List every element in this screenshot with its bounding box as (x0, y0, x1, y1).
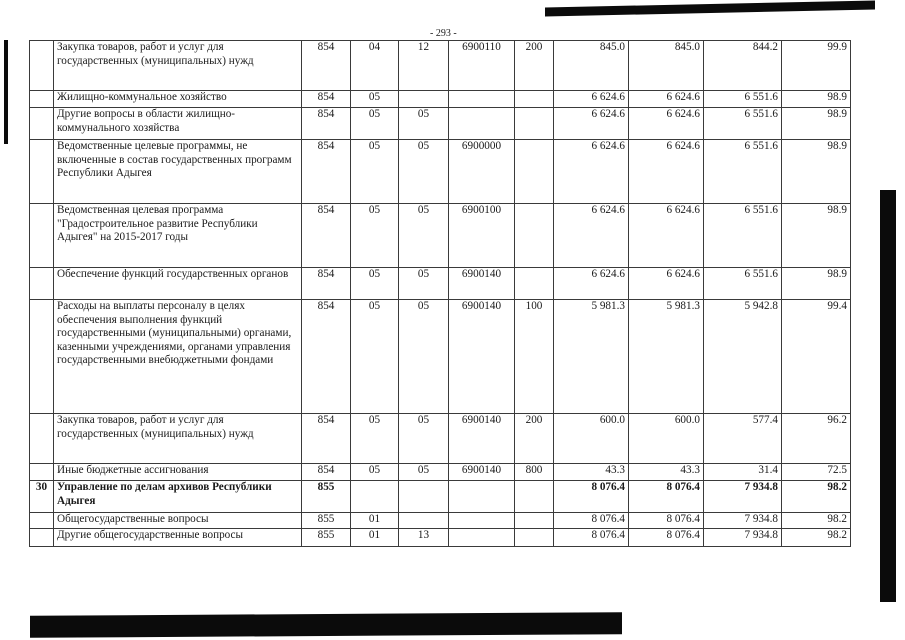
ved-code: 854 (302, 41, 351, 91)
ved-code: 854 (302, 300, 351, 414)
refined-amount: 845.0 (629, 41, 704, 91)
section-code: 05 (351, 140, 399, 204)
table-row (30, 513, 851, 529)
refined-amount: 6 624.6 (629, 91, 704, 108)
budget-table (29, 40, 851, 547)
row-name: Иные бюджетные ассигнования (54, 464, 302, 481)
table-row (30, 464, 851, 481)
row-index (30, 529, 54, 547)
expense-type-code: 200 (515, 414, 554, 464)
table-row (30, 300, 851, 414)
execution-percent: 99.9 (782, 41, 851, 91)
target-item-code: 6900140 (449, 464, 515, 481)
section-code: 05 (351, 91, 399, 108)
row-index (30, 513, 54, 529)
executed-amount: 6 551.6 (704, 108, 782, 140)
expense-type-code: 200 (515, 41, 554, 91)
expense-type-code (515, 481, 554, 513)
subsection-code: 05 (399, 204, 449, 268)
target-item-code: 6900140 (449, 414, 515, 464)
section-code: 05 (351, 108, 399, 140)
approved-amount: 845.0 (554, 41, 629, 91)
scan-edge-right (880, 190, 896, 602)
target-item-code (449, 513, 515, 529)
row-index: 30 (30, 481, 54, 513)
target-item-code: 6900140 (449, 300, 515, 414)
executed-amount: 6 551.6 (704, 91, 782, 108)
executed-amount: 31.4 (704, 464, 782, 481)
row-index (30, 464, 54, 481)
refined-amount: 8 076.4 (629, 513, 704, 529)
execution-percent: 98.2 (782, 529, 851, 547)
execution-percent: 98.9 (782, 140, 851, 204)
subsection-code: 05 (399, 140, 449, 204)
refined-amount: 6 624.6 (629, 268, 704, 300)
executed-amount: 7 934.8 (704, 513, 782, 529)
table-row (30, 529, 851, 547)
section-code: 05 (351, 414, 399, 464)
approved-amount: 43.3 (554, 464, 629, 481)
expense-type-code: 100 (515, 300, 554, 414)
table-row (30, 41, 851, 91)
approved-amount: 8 076.4 (554, 529, 629, 547)
refined-amount: 6 624.6 (629, 108, 704, 140)
subsection-code: 05 (399, 268, 449, 300)
expense-type-code (515, 513, 554, 529)
executed-amount: 6 551.6 (704, 268, 782, 300)
refined-amount: 43.3 (629, 464, 704, 481)
subsection-code: 05 (399, 108, 449, 140)
approved-amount: 600.0 (554, 414, 629, 464)
ved-code: 854 (302, 414, 351, 464)
section-code: 05 (351, 464, 399, 481)
row-name: Жилищно-коммунальное хозяйство (54, 91, 302, 108)
expense-type-code: 800 (515, 464, 554, 481)
table-row (30, 140, 851, 204)
section-code: 05 (351, 204, 399, 268)
ved-code: 854 (302, 91, 351, 108)
row-index (30, 268, 54, 300)
refined-amount: 8 076.4 (629, 529, 704, 547)
expense-type-code (515, 140, 554, 204)
expense-type-code (515, 529, 554, 547)
expense-type-code (515, 204, 554, 268)
subsection-code (399, 91, 449, 108)
section-code: 05 (351, 268, 399, 300)
subsection-code: 05 (399, 300, 449, 414)
target-item-code: 6900100 (449, 204, 515, 268)
ved-code: 855 (302, 513, 351, 529)
row-index (30, 300, 54, 414)
ved-code: 854 (302, 268, 351, 300)
subsection-code: 13 (399, 529, 449, 547)
approved-amount: 6 624.6 (554, 204, 629, 268)
section-code: 01 (351, 529, 399, 547)
refined-amount: 8 076.4 (629, 481, 704, 513)
refined-amount: 6 624.6 (629, 204, 704, 268)
executed-amount: 6 551.6 (704, 140, 782, 204)
row-name: Закупка товаров, работ и услуг для государственных (муниципальных) нужд (54, 41, 302, 91)
execution-percent: 98.9 (782, 204, 851, 268)
subsection-code (399, 513, 449, 529)
execution-percent: 98.2 (782, 481, 851, 513)
subsection-code: 05 (399, 414, 449, 464)
approved-amount: 6 624.6 (554, 108, 629, 140)
expense-type-code (515, 268, 554, 300)
ved-code: 855 (302, 529, 351, 547)
scan-edge-left (4, 40, 8, 144)
row-name: Обеспечение функций государственных органов (54, 268, 302, 300)
approved-amount: 5 981.3 (554, 300, 629, 414)
row-index (30, 108, 54, 140)
table-row (30, 481, 851, 513)
row-index (30, 204, 54, 268)
table-row (30, 204, 851, 268)
ved-code: 854 (302, 464, 351, 481)
row-index (30, 414, 54, 464)
execution-percent: 98.9 (782, 108, 851, 140)
refined-amount: 600.0 (629, 414, 704, 464)
target-item-code (449, 108, 515, 140)
approved-amount: 6 624.6 (554, 140, 629, 204)
row-name: Ведомственная целевая программа "Градостроительное развитие Республики Адыгея" на 2015-2017 годы (54, 204, 302, 268)
execution-percent: 98.2 (782, 513, 851, 529)
executed-amount: 5 942.8 (704, 300, 782, 414)
ved-code: 855 (302, 481, 351, 513)
execution-percent: 96.2 (782, 414, 851, 464)
executed-amount: 844.2 (704, 41, 782, 91)
row-name: Расходы на выплаты персоналу в целях обеспечения выполнения функций государственными (муниципальными) органами, казенными учреждениями, органами управления государственными внебюджетными фондами (54, 300, 302, 414)
target-item-code: 6900140 (449, 268, 515, 300)
row-name: Другие вопросы в области жилищно-коммунального хозяйства (54, 108, 302, 140)
subsection-code (399, 481, 449, 513)
expense-type-code (515, 91, 554, 108)
ved-code: 854 (302, 140, 351, 204)
table-row (30, 91, 851, 108)
section-code: 05 (351, 300, 399, 414)
approved-amount: 8 076.4 (554, 481, 629, 513)
subsection-code: 12 (399, 41, 449, 91)
section-code: 01 (351, 513, 399, 529)
table-row (30, 414, 851, 464)
section-code (351, 481, 399, 513)
row-index (30, 41, 54, 91)
approved-amount: 8 076.4 (554, 513, 629, 529)
table-row (30, 108, 851, 140)
refined-amount: 5 981.3 (629, 300, 704, 414)
row-name: Закупка товаров, работ и услуг для государственных (муниципальных) нужд (54, 414, 302, 464)
scan-edge-top (545, 1, 875, 17)
row-name: Управление по делам архивов Республики Адыгея (54, 481, 302, 513)
scan-edge-bottom (30, 612, 622, 638)
executed-amount: 6 551.6 (704, 204, 782, 268)
target-item-code (449, 529, 515, 547)
row-name: Общегосударственные вопросы (54, 513, 302, 529)
refined-amount: 6 624.6 (629, 140, 704, 204)
approved-amount: 6 624.6 (554, 268, 629, 300)
execution-percent: 98.9 (782, 91, 851, 108)
target-item-code (449, 481, 515, 513)
page-number: - 293 - (430, 28, 457, 39)
execution-percent: 72.5 (782, 464, 851, 481)
target-item-code: 6900000 (449, 140, 515, 204)
approved-amount: 6 624.6 (554, 91, 629, 108)
expense-type-code (515, 108, 554, 140)
ved-code: 854 (302, 108, 351, 140)
target-item-code (449, 91, 515, 108)
section-code: 04 (351, 41, 399, 91)
executed-amount: 7 934.8 (704, 529, 782, 547)
execution-percent: 99.4 (782, 300, 851, 414)
ved-code: 854 (302, 204, 351, 268)
executed-amount: 7 934.8 (704, 481, 782, 513)
row-index (30, 91, 54, 108)
table-row (30, 268, 851, 300)
target-item-code: 6900110 (449, 41, 515, 91)
row-name: Другие общегосударственные вопросы (54, 529, 302, 547)
subsection-code: 05 (399, 464, 449, 481)
execution-percent: 98.9 (782, 268, 851, 300)
row-index (30, 140, 54, 204)
row-name: Ведомственные целевые программы, не включенные в состав государственных программ Республики Адыгея (54, 140, 302, 204)
executed-amount: 577.4 (704, 414, 782, 464)
